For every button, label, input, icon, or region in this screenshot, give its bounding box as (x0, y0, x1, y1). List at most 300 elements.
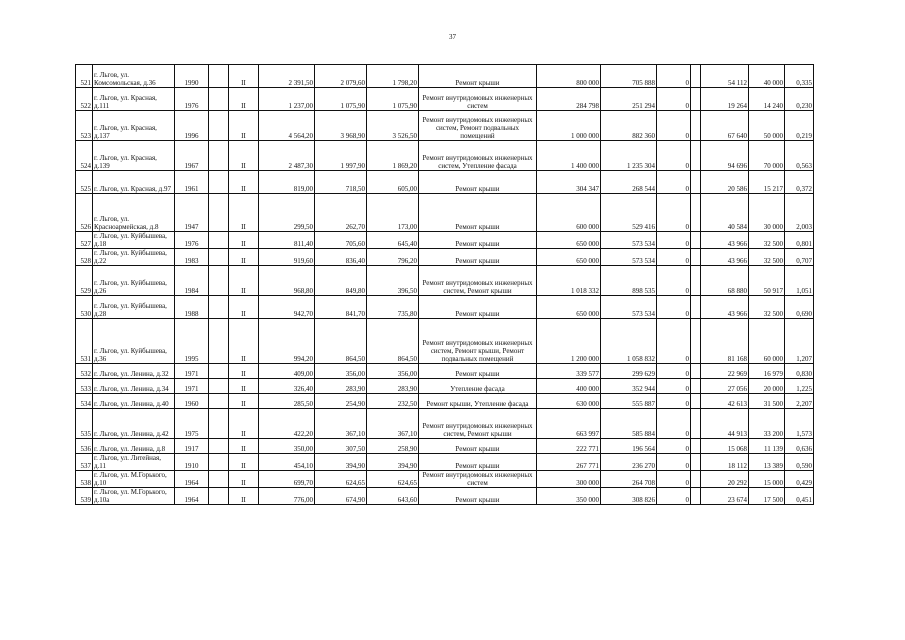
amount-a-cell: 573 534 (601, 296, 657, 319)
amount-c-cell: 20 586 (701, 171, 749, 194)
area-b-cell: 258,90 (367, 439, 419, 454)
table-row (76, 471, 814, 488)
ratio-cell: 0,707 (785, 249, 814, 266)
year-cell: 1988 (175, 296, 209, 319)
table-row (76, 232, 814, 249)
blank2-cell (691, 454, 701, 471)
amount-c-cell: 19 264 (701, 88, 749, 111)
row-number: 535 (76, 409, 93, 439)
address-cell: г. Льгов, ул. М.Горького, д.10 (93, 471, 175, 488)
row-number: 534 (76, 394, 93, 409)
repair-program-table (75, 64, 814, 505)
category-cell: II (229, 141, 259, 171)
table-row (76, 394, 814, 409)
cost-cell: 663 997 (537, 409, 601, 439)
amount-a-cell: 573 534 (601, 249, 657, 266)
year-cell: 1996 (175, 111, 209, 141)
area-a-cell: 394,90 (315, 454, 367, 471)
area-b-cell: 367,10 (367, 409, 419, 439)
table-row (76, 266, 814, 296)
area-b-cell: 283,90 (367, 379, 419, 394)
year-cell: 1976 (175, 232, 209, 249)
area-b-cell: 735,80 (367, 296, 419, 319)
address-cell: г. Льгов, ул. Куйбышева, д.28 (93, 296, 175, 319)
ratio-cell: 0,830 (785, 364, 814, 379)
ratio-cell: 0,335 (785, 65, 814, 88)
amount-c-cell: 44 913 (701, 409, 749, 439)
row-number: 532 (76, 364, 93, 379)
total-area-cell: 968,80 (259, 266, 315, 296)
year-cell: 1967 (175, 141, 209, 171)
amount-b-cell: 0 (657, 409, 691, 439)
blank-cell (209, 65, 229, 88)
category-cell: II (229, 65, 259, 88)
address-cell: г. Льгов, ул. Красная, д.111 (93, 88, 175, 111)
table-row (76, 379, 814, 394)
total-area-cell: 409,00 (259, 364, 315, 379)
cost-cell: 1 200 000 (537, 319, 601, 364)
year-cell: 1975 (175, 409, 209, 439)
year-cell: 1910 (175, 454, 209, 471)
work-type-cell: Ремонт крыши, Утепление фасада (419, 394, 537, 409)
blank-cell (209, 232, 229, 249)
table-row (76, 171, 814, 194)
amount-c-cell: 94 696 (701, 141, 749, 171)
total-area-cell: 1 237,00 (259, 88, 315, 111)
area-a-cell: 1 997,90 (315, 141, 367, 171)
category-cell: II (229, 319, 259, 364)
address-cell: г. Льгов, ул. Куйбышева, д.36 (93, 319, 175, 364)
category-cell: II (229, 88, 259, 111)
area-a-cell: 674,90 (315, 488, 367, 505)
amount-a-cell: 236 270 (601, 454, 657, 471)
cost-cell: 1 000 000 (537, 111, 601, 141)
blank2-cell (691, 111, 701, 141)
category-cell: II (229, 296, 259, 319)
amount-b-cell: 0 (657, 488, 691, 505)
row-number: 537 (76, 454, 93, 471)
amount-c-cell: 43 966 (701, 296, 749, 319)
total-area-cell: 994,20 (259, 319, 315, 364)
amount-c-cell: 68 880 (701, 266, 749, 296)
amount-a-cell: 196 564 (601, 439, 657, 454)
row-number: 526 (76, 194, 93, 232)
category-cell: II (229, 488, 259, 505)
area-a-cell: 705,60 (315, 232, 367, 249)
page-number: 37 (449, 33, 456, 41)
amount-b-cell: 0 (657, 65, 691, 88)
category-cell: II (229, 232, 259, 249)
area-a-cell: 356,00 (315, 364, 367, 379)
blank-cell (209, 88, 229, 111)
amount-d-cell: 70 000 (749, 141, 785, 171)
area-b-cell: 643,60 (367, 488, 419, 505)
total-area-cell: 4 564,20 (259, 111, 315, 141)
cost-cell: 600 000 (537, 194, 601, 232)
ratio-cell: 0,219 (785, 111, 814, 141)
cost-cell: 1 400 000 (537, 141, 601, 171)
year-cell: 1971 (175, 379, 209, 394)
blank-cell (209, 379, 229, 394)
area-a-cell: 283,90 (315, 379, 367, 394)
amount-d-cell: 11 139 (749, 439, 785, 454)
total-area-cell: 350,00 (259, 439, 315, 454)
amount-b-cell: 0 (657, 194, 691, 232)
year-cell: 1960 (175, 394, 209, 409)
total-area-cell: 422,20 (259, 409, 315, 439)
area-a-cell: 624,65 (315, 471, 367, 488)
work-type-cell: Ремонт внутридомовых инженерных систем (419, 88, 537, 111)
blank-cell (209, 111, 229, 141)
total-area-cell: 2 391,50 (259, 65, 315, 88)
cost-cell: 300 000 (537, 471, 601, 488)
address-cell: г. Льгов, ул. Ленина, д.40 (93, 394, 175, 409)
amount-d-cell: 32 500 (749, 249, 785, 266)
ratio-cell: 1,051 (785, 266, 814, 296)
work-type-cell: Ремонт крыши (419, 65, 537, 88)
category-cell: II (229, 111, 259, 141)
work-type-cell: Ремонт крыши (419, 296, 537, 319)
ratio-cell: 0,451 (785, 488, 814, 505)
amount-a-cell: 555 887 (601, 394, 657, 409)
total-area-cell: 942,70 (259, 296, 315, 319)
year-cell: 1971 (175, 364, 209, 379)
ratio-cell: 2,207 (785, 394, 814, 409)
work-type-cell: Ремонт крыши (419, 439, 537, 454)
amount-b-cell: 0 (657, 232, 691, 249)
cost-cell: 304 347 (537, 171, 601, 194)
area-a-cell: 1 075,90 (315, 88, 367, 111)
year-cell: 1976 (175, 88, 209, 111)
amount-a-cell: 882 360 (601, 111, 657, 141)
total-area-cell: 285,50 (259, 394, 315, 409)
area-a-cell: 367,10 (315, 409, 367, 439)
year-cell: 1990 (175, 65, 209, 88)
cost-cell: 267 771 (537, 454, 601, 471)
address-cell: г. Льгов, ул. Куйбышева, д.18 (93, 232, 175, 249)
table-row (76, 194, 814, 232)
address-cell: г. Льгов, ул. Куйбышева, д.26 (93, 266, 175, 296)
ratio-cell: 0,636 (785, 439, 814, 454)
cost-cell: 650 000 (537, 249, 601, 266)
year-cell: 1917 (175, 439, 209, 454)
blank2-cell (691, 232, 701, 249)
amount-a-cell: 1 058 832 (601, 319, 657, 364)
category-cell: II (229, 194, 259, 232)
amount-a-cell: 529 416 (601, 194, 657, 232)
category-cell: II (229, 394, 259, 409)
area-a-cell: 3 968,90 (315, 111, 367, 141)
blank2-cell (691, 488, 701, 505)
ratio-cell: 0,372 (785, 171, 814, 194)
category-cell: II (229, 409, 259, 439)
amount-c-cell: 43 966 (701, 249, 749, 266)
amount-c-cell: 43 966 (701, 232, 749, 249)
year-cell: 1961 (175, 171, 209, 194)
amount-b-cell: 0 (657, 379, 691, 394)
row-number: 523 (76, 111, 93, 141)
amount-c-cell: 15 068 (701, 439, 749, 454)
blank-cell (209, 319, 229, 364)
blank2-cell (691, 409, 701, 439)
amount-b-cell: 0 (657, 364, 691, 379)
area-a-cell: 262,70 (315, 194, 367, 232)
address-cell: г. Льгов, ул. Комсомольская, д.36 (93, 65, 175, 88)
address-cell: г. Льгов, ул. Куйбышева, д.22 (93, 249, 175, 266)
amount-d-cell: 31 500 (749, 394, 785, 409)
blank2-cell (691, 65, 701, 88)
blank2-cell (691, 194, 701, 232)
blank-cell (209, 394, 229, 409)
work-type-cell: Ремонт внутридомовых инженерных систем, Ремонт крыши (419, 409, 537, 439)
year-cell: 1964 (175, 471, 209, 488)
category-cell: II (229, 439, 259, 454)
amount-d-cell: 15 217 (749, 171, 785, 194)
ratio-cell: 0,590 (785, 454, 814, 471)
amount-c-cell: 18 112 (701, 454, 749, 471)
area-b-cell: 3 526,50 (367, 111, 419, 141)
table-row (76, 409, 814, 439)
amount-a-cell: 308 826 (601, 488, 657, 505)
amount-d-cell: 15 000 (749, 471, 785, 488)
amount-d-cell: 16 979 (749, 364, 785, 379)
amount-b-cell: 0 (657, 249, 691, 266)
row-number: 529 (76, 266, 93, 296)
row-number: 536 (76, 439, 93, 454)
blank-cell (209, 454, 229, 471)
cost-cell: 650 000 (537, 296, 601, 319)
total-area-cell: 919,60 (259, 249, 315, 266)
work-type-cell: Ремонт крыши (419, 171, 537, 194)
year-cell: 1983 (175, 249, 209, 266)
ratio-cell: 1,573 (785, 409, 814, 439)
area-b-cell: 645,40 (367, 232, 419, 249)
amount-b-cell: 0 (657, 141, 691, 171)
row-number: 530 (76, 296, 93, 319)
amount-a-cell: 251 294 (601, 88, 657, 111)
amount-a-cell: 352 944 (601, 379, 657, 394)
address-cell: г. Льгов, ул. Литейная, д.11 (93, 454, 175, 471)
blank-cell (209, 194, 229, 232)
amount-d-cell: 30 000 (749, 194, 785, 232)
area-b-cell: 864,50 (367, 319, 419, 364)
blank-cell (209, 364, 229, 379)
blank-cell (209, 409, 229, 439)
row-number: 538 (76, 471, 93, 488)
amount-d-cell: 20 000 (749, 379, 785, 394)
amount-b-cell: 0 (657, 319, 691, 364)
amount-c-cell: 67 640 (701, 111, 749, 141)
blank2-cell (691, 439, 701, 454)
blank-cell (209, 249, 229, 266)
area-b-cell: 394,90 (367, 454, 419, 471)
blank2-cell (691, 394, 701, 409)
table-row (76, 364, 814, 379)
ratio-cell: 0,690 (785, 296, 814, 319)
blank2-cell (691, 141, 701, 171)
blank2-cell (691, 88, 701, 111)
address-cell: г. Льгов, ул. Ленина, д.34 (93, 379, 175, 394)
table-row (76, 65, 814, 88)
address-cell: г. Льгов, ул. Красноармейская, д.8 (93, 194, 175, 232)
area-b-cell: 396,50 (367, 266, 419, 296)
amount-a-cell: 264 708 (601, 471, 657, 488)
blank-cell (209, 439, 229, 454)
work-type-cell: Ремонт крыши (419, 454, 537, 471)
area-a-cell: 2 079,60 (315, 65, 367, 88)
ratio-cell: 0,563 (785, 141, 814, 171)
category-cell: II (229, 266, 259, 296)
area-a-cell: 718,50 (315, 171, 367, 194)
ratio-cell: 2,003 (785, 194, 814, 232)
row-number: 528 (76, 249, 93, 266)
cost-cell: 630 000 (537, 394, 601, 409)
address-cell: г. Льгов, ул. Красная, д.97 (93, 171, 175, 194)
table-row (76, 319, 814, 364)
blank-cell (209, 488, 229, 505)
area-b-cell: 1 869,20 (367, 141, 419, 171)
amount-b-cell: 0 (657, 439, 691, 454)
amount-c-cell: 22 969 (701, 364, 749, 379)
work-type-cell: Ремонт внутридомовых инженерных систем (419, 471, 537, 488)
amount-b-cell: 0 (657, 454, 691, 471)
area-a-cell: 254,90 (315, 394, 367, 409)
table-row (76, 296, 814, 319)
table-body (76, 65, 814, 505)
amount-b-cell: 0 (657, 296, 691, 319)
amount-d-cell: 50 917 (749, 266, 785, 296)
cost-cell: 800 000 (537, 65, 601, 88)
blank2-cell (691, 319, 701, 364)
area-a-cell: 849,80 (315, 266, 367, 296)
amount-b-cell: 0 (657, 394, 691, 409)
blank2-cell (691, 471, 701, 488)
category-cell: II (229, 379, 259, 394)
work-type-cell: Утепление фасада (419, 379, 537, 394)
blank2-cell (691, 249, 701, 266)
row-number: 522 (76, 88, 93, 111)
work-type-cell: Ремонт внутридомовых инженерных систем, Ремонт крыши, Ремонт подвальных помещений (419, 319, 537, 364)
amount-c-cell: 27 056 (701, 379, 749, 394)
cost-cell: 339 577 (537, 364, 601, 379)
ratio-cell: 0,429 (785, 471, 814, 488)
category-cell: II (229, 249, 259, 266)
work-type-cell: Ремонт крыши (419, 364, 537, 379)
address-cell: г. Льгов, ул. Красная, д.137 (93, 111, 175, 141)
area-b-cell: 624,65 (367, 471, 419, 488)
blank2-cell (691, 379, 701, 394)
year-cell: 1984 (175, 266, 209, 296)
blank-cell (209, 266, 229, 296)
total-area-cell: 811,40 (259, 232, 315, 249)
blank2-cell (691, 364, 701, 379)
work-type-cell: Ремонт крыши (419, 194, 537, 232)
table-row (76, 88, 814, 111)
category-cell: II (229, 471, 259, 488)
amount-c-cell: 23 674 (701, 488, 749, 505)
amount-d-cell: 40 000 (749, 65, 785, 88)
blank-cell (209, 296, 229, 319)
area-b-cell: 173,00 (367, 194, 419, 232)
cost-cell: 650 000 (537, 232, 601, 249)
total-area-cell: 819,00 (259, 171, 315, 194)
blank2-cell (691, 171, 701, 194)
amount-c-cell: 42 613 (701, 394, 749, 409)
cost-cell: 350 000 (537, 488, 601, 505)
year-cell: 1947 (175, 194, 209, 232)
amount-d-cell: 32 500 (749, 296, 785, 319)
amount-a-cell: 268 544 (601, 171, 657, 194)
address-cell: г. Льгов, ул. Ленина, д.32 (93, 364, 175, 379)
work-type-cell: Ремонт крыши (419, 488, 537, 505)
amount-a-cell: 705 888 (601, 65, 657, 88)
amount-c-cell: 54 112 (701, 65, 749, 88)
table-row (76, 488, 814, 505)
area-b-cell: 1 075,90 (367, 88, 419, 111)
amount-c-cell: 81 168 (701, 319, 749, 364)
area-b-cell: 605,00 (367, 171, 419, 194)
area-b-cell: 1 798,20 (367, 65, 419, 88)
table-row (76, 141, 814, 171)
amount-a-cell: 299 629 (601, 364, 657, 379)
area-a-cell: 836,40 (315, 249, 367, 266)
row-number: 527 (76, 232, 93, 249)
amount-b-cell: 0 (657, 111, 691, 141)
work-type-cell: Ремонт внутридомовых инженерных систем, Ремонт крыши (419, 266, 537, 296)
amount-d-cell: 13 389 (749, 454, 785, 471)
row-number: 524 (76, 141, 93, 171)
address-cell: г. Льгов, ул. М.Горького, д.10а (93, 488, 175, 505)
table-row (76, 111, 814, 141)
ratio-cell: 1,207 (785, 319, 814, 364)
area-a-cell: 307,50 (315, 439, 367, 454)
total-area-cell: 2 487,30 (259, 141, 315, 171)
total-area-cell: 699,70 (259, 471, 315, 488)
amount-a-cell: 585 884 (601, 409, 657, 439)
area-b-cell: 796,20 (367, 249, 419, 266)
amount-b-cell: 0 (657, 471, 691, 488)
amount-d-cell: 50 000 (749, 111, 785, 141)
ratio-cell: 0,801 (785, 232, 814, 249)
total-area-cell: 299,50 (259, 194, 315, 232)
work-type-cell: Ремонт крыши (419, 232, 537, 249)
amount-a-cell: 1 235 304 (601, 141, 657, 171)
blank2-cell (691, 266, 701, 296)
total-area-cell: 326,40 (259, 379, 315, 394)
row-number: 525 (76, 171, 93, 194)
amount-b-cell: 0 (657, 266, 691, 296)
ratio-cell: 0,230 (785, 88, 814, 111)
table-row (76, 439, 814, 454)
total-area-cell: 776,00 (259, 488, 315, 505)
cost-cell: 222 771 (537, 439, 601, 454)
year-cell: 1964 (175, 488, 209, 505)
blank2-cell (691, 296, 701, 319)
blank-cell (209, 141, 229, 171)
amount-d-cell: 60 000 (749, 319, 785, 364)
year-cell: 1995 (175, 319, 209, 364)
area-b-cell: 356,00 (367, 364, 419, 379)
row-number: 533 (76, 379, 93, 394)
row-number: 531 (76, 319, 93, 364)
address-cell: г. Льгов, ул. Ленина, д.8 (93, 439, 175, 454)
blank-cell (209, 471, 229, 488)
amount-d-cell: 17 500 (749, 488, 785, 505)
total-area-cell: 454,10 (259, 454, 315, 471)
amount-a-cell: 573 534 (601, 232, 657, 249)
table-row (76, 249, 814, 266)
cost-cell: 1 018 332 (537, 266, 601, 296)
